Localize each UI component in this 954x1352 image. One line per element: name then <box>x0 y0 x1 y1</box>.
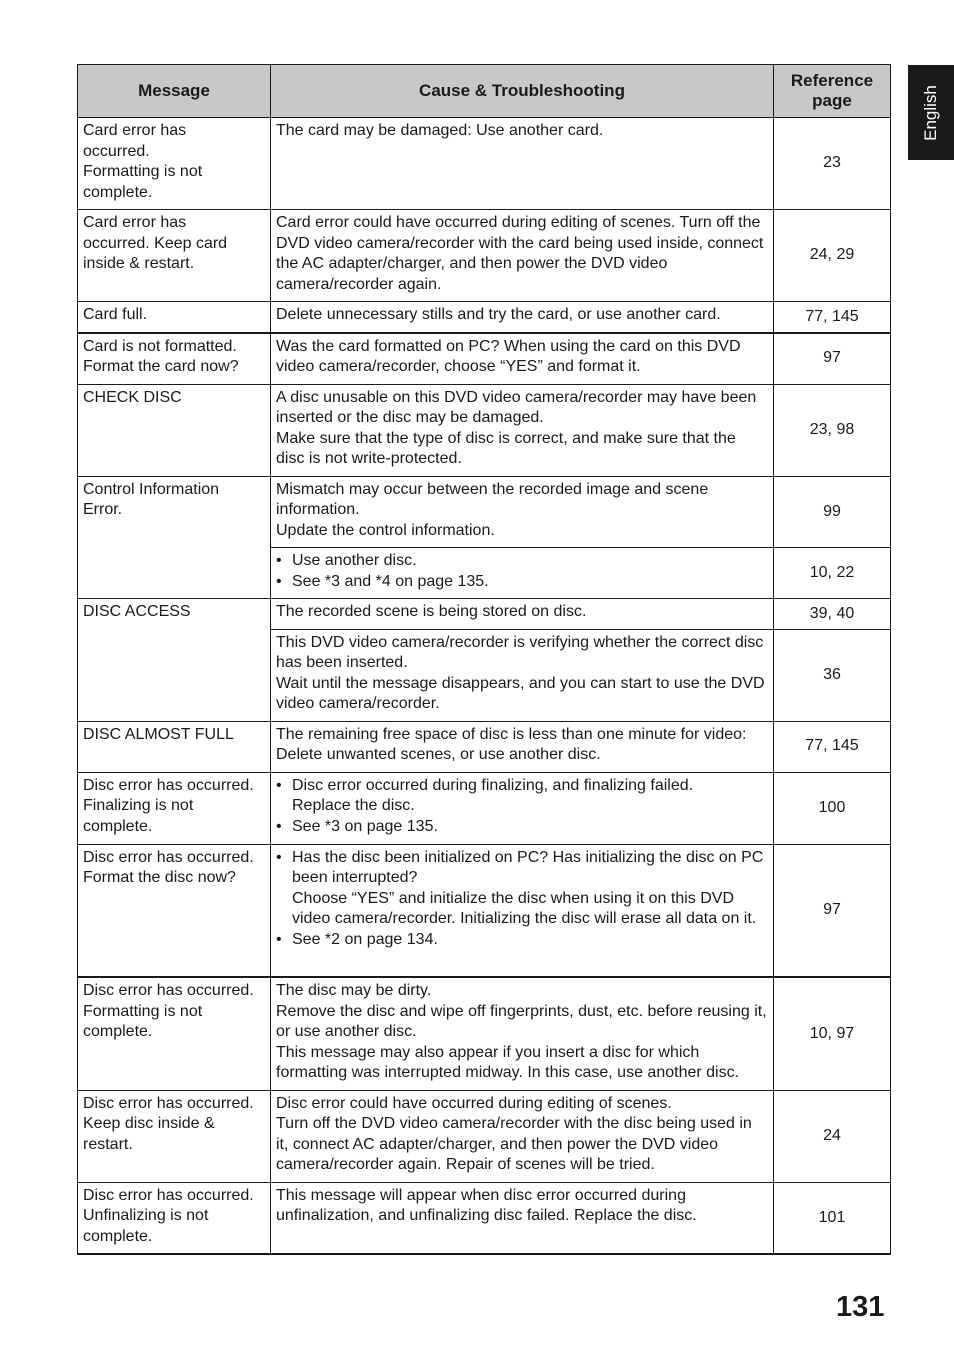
cause-cell <box>271 629 774 721</box>
reference-cell: 101 <box>774 1182 891 1254</box>
reference-cell: 24 <box>774 1090 891 1182</box>
header-reference: Reference page <box>774 65 891 118</box>
message-cell: Card error has occurred. Keep card inside & restart. <box>78 210 271 302</box>
cause-text: The recorded scene is being stored on disc. <box>276 603 587 620</box>
cause-cell <box>271 210 774 302</box>
reference-cell: 23, 98 <box>774 384 891 476</box>
cause-text: A disc unusable on this DVD video camera/recorder may have been inserted or the disc may be damaged. Make sure that the type of disc is correct, and make sure that the disc is not write-protected. <box>276 388 757 467</box>
cause-text: The card may be damaged: Use another card. <box>276 122 604 139</box>
reference-cell: 97 <box>774 844 891 977</box>
reference-cell: 100 <box>774 772 891 844</box>
table-row <box>78 118 891 210</box>
reference-cell: 99 <box>774 476 891 548</box>
table-row <box>78 599 891 630</box>
reference-cell: 23 <box>774 118 891 210</box>
cause-text: Card error could have occurred during editing of scenes. Turn off the DVD video camera/recorder with the card being used inside, connect the AC adapter/charger, and then power the DVD video camera/recorder again. <box>276 214 764 293</box>
table-row <box>78 1182 891 1254</box>
cause-text: Disc error could have occurred during editing of scenes. Turn off the DVD video camera/recorder with the disc being used in it, connect AC adapter/charger, and then power the DVD video camera/recorder again. Repair of scenes will be tried. <box>276 1094 752 1173</box>
cause-cell <box>271 302 774 333</box>
cause-text: Was the card formatted on PC? When using the card on this DVD video camera/recorder, choose “YES” and format it. <box>276 337 741 375</box>
table-row <box>78 844 891 977</box>
reference-cell: 24, 29 <box>774 210 891 302</box>
table-row <box>78 977 891 1090</box>
cause-bullet: • See *3 on page 135. <box>276 817 768 838</box>
cause-cell <box>271 118 774 210</box>
message-cell: Control Information Error. <box>78 476 271 599</box>
reference-cell: 10, 97 <box>774 977 891 1090</box>
table-row <box>78 210 891 302</box>
cause-bullet: • Use another disc. <box>276 551 768 572</box>
cause-bullet: • Has the disc been initialized on PC? Has initializing the disc on PC been interrupted? Choose “YES” and initialize the disc when using it on this DVD video camera/recorder. Initializing the disc will erase all data on it. <box>276 848 768 930</box>
message-cell: Card error has occurred. Formatting is not complete. <box>78 118 271 210</box>
table-row <box>78 302 891 333</box>
message-cell: Disc error has occurred. Unfinalizing is not complete. <box>78 1182 271 1254</box>
cause-text: Delete unnecessary stills and try the card, or use another card. <box>276 306 721 323</box>
cause-cell <box>271 333 774 385</box>
table-row <box>78 1090 891 1182</box>
reference-cell: 36 <box>774 629 891 721</box>
table-header-row <box>78 65 891 118</box>
cause-cell <box>271 772 774 844</box>
cause-text: The disc may be dirty. Remove the disc and wipe off fingerprints, dust, etc. before reusing it, or use another disc. This message may also appear if you insert a disc for which formatting was interrupted midway. In this case, use another disc. <box>276 982 767 1081</box>
cause-cell <box>271 844 774 977</box>
cause-text: This DVD video camera/recorder is verifying whether the correct disc has been inserted. Wait until the message disappears, and you can start to use the DVD video camera/recorder. <box>276 633 765 712</box>
table-row <box>78 333 891 385</box>
table-row <box>78 721 891 772</box>
language-tab-label: English <box>921 84 940 141</box>
reference-cell: 39, 40 <box>774 599 891 630</box>
cause-cell <box>271 548 774 599</box>
reference-cell: 10, 22 <box>774 548 891 599</box>
cause-bullet: • See *3 and *4 on page 135. <box>276 572 768 593</box>
cause-text: Mismatch may occur between the recorded image and scene information. Update the control information. <box>276 480 709 539</box>
message-cell: CHECK DISC <box>78 384 271 476</box>
message-cell: Card is not formatted. Format the card now? <box>78 333 271 385</box>
reference-cell: 97 <box>774 333 891 385</box>
cause-cell <box>271 384 774 476</box>
error-message-table <box>77 64 891 1255</box>
message-cell: Disc error has occurred. Format the disc now? <box>78 844 271 977</box>
message-cell: Card full. <box>78 302 271 333</box>
header-message: Message <box>78 65 271 118</box>
message-cell: DISC ALMOST FULL <box>78 721 271 772</box>
page-number: 131 <box>836 1291 885 1323</box>
table-row <box>78 384 891 476</box>
message-cell: DISC ACCESS <box>78 599 271 722</box>
reference-cell: 77, 145 <box>774 302 891 333</box>
cause-bullet: • See *2 on page 134. <box>276 930 768 951</box>
cause-bullet: • Disc error occurred during finalizing, and finalizing failed. Replace the disc. <box>276 776 768 817</box>
cause-bullet-list <box>276 551 768 592</box>
cause-cell <box>271 1090 774 1182</box>
language-tab <box>908 65 954 160</box>
table-row <box>78 476 891 548</box>
cause-cell <box>271 977 774 1090</box>
message-cell: Disc error has occurred. Keep disc inside & restart. <box>78 1090 271 1182</box>
header-cause: Cause & Troubleshooting <box>271 65 774 118</box>
message-cell: Disc error has occurred. Formatting is not complete. <box>78 977 271 1090</box>
cause-text: The remaining free space of disc is less than one minute for video: Delete unwanted scenes, or use another disc. <box>276 725 747 763</box>
cause-cell <box>271 721 774 772</box>
reference-cell: 77, 145 <box>774 721 891 772</box>
cause-cell <box>271 599 774 630</box>
cause-text: This message will appear when disc error occurred during unfinalization, and unfinalizing disc failed. Replace the disc. <box>276 1186 697 1224</box>
table-row <box>78 772 891 844</box>
cause-bullet-list <box>276 776 768 838</box>
cause-cell <box>271 1182 774 1254</box>
cause-bullet-list <box>276 848 768 951</box>
message-cell: Disc error has occurred. Finalizing is not complete. <box>78 772 271 844</box>
cause-cell <box>271 476 774 548</box>
